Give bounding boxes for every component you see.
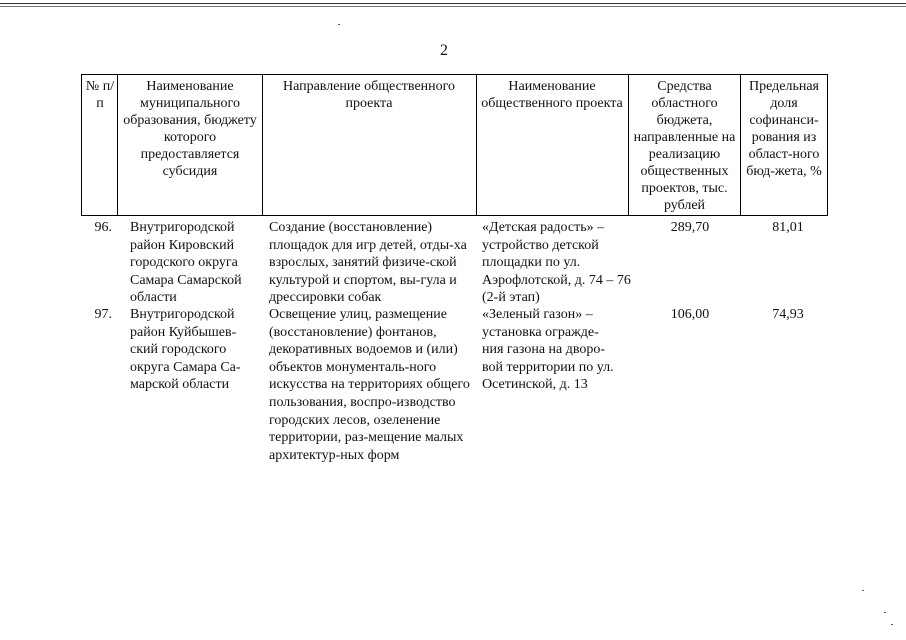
scan-speck [338, 24, 340, 25]
header-municipality: Наименование муниципального образования, бюджету которого предоставляется субсидия [123, 79, 257, 179]
scan-top-border [0, 3, 906, 4]
page-number: 2 [440, 42, 448, 59]
header-top-border [81, 74, 828, 75]
header-bottom-border [81, 215, 828, 216]
row-funds: 289,70 [670, 220, 710, 235]
row-project: «Детская радость» – устройство детской площадки по ул. Аэрофлотской, д. 74 – 76 (2-й этап) [482, 220, 631, 306]
header-share: Предельная доля софинанси-рования из област-ного бюд-жета, % [746, 79, 822, 179]
row-municipality: Внутригородской район Куйбышев-ский городского округа Самара Са-марской области [130, 307, 241, 393]
table-header-row [81, 74, 828, 216]
column-divider [827, 74, 828, 216]
scan-speck [891, 624, 893, 625]
scan-speck [884, 612, 886, 613]
row-municipality: Внутригородской район Кировский городского округа Самара Самарской области [130, 220, 242, 306]
header-project-name: Наименование общественного проекта [481, 79, 623, 111]
column-divider [628, 74, 629, 216]
row-number: 97. [94, 307, 112, 322]
column-divider [117, 74, 118, 216]
column-divider [476, 74, 477, 216]
row-share: 74,93 [772, 307, 804, 322]
row-project: «Зеленый газон» – установка огражде-ния газона на дворо-вой территории по ул. Осетинской, д. 13 [482, 307, 614, 393]
header-funds: Средства областного бюджета, направленные на реализацию общественных проектов, тыс. рублей [633, 79, 736, 213]
column-divider [262, 74, 263, 216]
row-direction: Создание (восстановление) площадок для игр детей, отды-ха взрослых, занятий физиче-ской культурой и спортом, вы-гула и дрессировки собак [269, 220, 467, 306]
row-funds: 106,00 [670, 307, 710, 322]
row-number: 96. [94, 220, 112, 235]
column-divider [81, 74, 82, 216]
scan-top-border-shadow [0, 6, 906, 7]
header-number: № п/п [85, 79, 115, 111]
row-share: 81,01 [772, 220, 804, 235]
column-divider [740, 74, 741, 216]
header-direction: Направление общественного проекта [282, 79, 456, 111]
row-direction: Освещение улиц, размещение (восстановление) фонтанов, декоративных водоемов и (или) объектов монументаль-ного искусства на территориях общего пользования, воспро-изводство городских лесов, озеленение территории, раз-мещение малых архитектур-ных форм [269, 307, 470, 463]
scan-speck [862, 590, 864, 591]
